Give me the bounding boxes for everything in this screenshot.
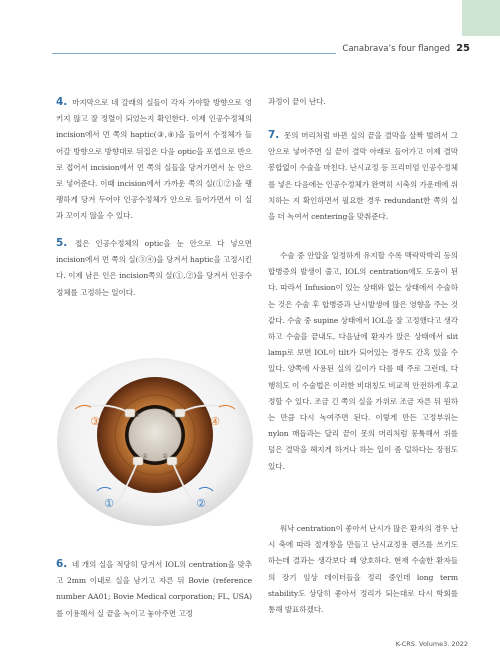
step-6-paragraph: [56, 556, 252, 622]
lens-label-three: ③: [134, 412, 140, 419]
conclusion-text: 워낙 centration이 좋아서 난시가 많은 환자의 경우 난시 축에 따라 절개창을 만들고 난시교정용 렌즈를 쓰기도 하는데 결과는 생각보다 꽤 양호하다. 현재 수술한 환자들의 장기 임상 데이터들을 정리 중인데 long term stability도 상당히 좋아서 정리가 되는대로 다시 학회를 통해 발표하겠다.: [268, 524, 458, 615]
lens-label-one: ①: [142, 453, 148, 460]
lens-label-four: ④: [170, 412, 176, 419]
step-number: 5.: [56, 237, 68, 249]
discussion-paragraph: [268, 248, 458, 475]
step-text: 접은 인공수정체의 optic을 눈 안으로 다 넣으면 incision에서 먼 쪽의 실(③④)을 당겨서 haptic을 고정시킨다. 이제 남은 인은 incision쪽의 실(①,②)을 당겨서 인공수정체를 고정하는 일이다.: [56, 239, 252, 297]
step-number: 6.: [56, 558, 68, 570]
step-number: 7.: [268, 129, 280, 141]
step-4-paragraph: [56, 94, 252, 225]
step-text: 네 개의 실을 적당히 당겨서 IOL의 centration을 맞추고 2mm 이내로 실을 남기고 자른 뒤 Bovie (reference number AA01; Bovie Medical corporation; FL, USA)를 이용해서 실 끝을 녹이고 놓아주면 고정: [56, 560, 252, 618]
label-one: ①: [104, 497, 114, 510]
step-6-continuation: 과정이 끝이 난다.: [268, 97, 326, 106]
step-5-paragraph: [56, 235, 252, 301]
step-number: 4.: [56, 96, 68, 108]
running-title: Canabrava’s four flanged: [342, 44, 451, 54]
step-text: 못의 머리처럼 바뀐 실의 끝을 결막을 살짝 벌려서 그 안으로 넣어주면 실 끝이 결막 아래로 들어가고 이제 결막 봉합없이 수술을 마친다. 난시교정 등 프리미엄 인공수정체를 넣은 다음에는 인공수정체가 완벽히 시축의 가운데에 위치하는 지 확인하면서 필요한 경우 redundant한 쪽의 실을 더 녹여서 centering을 맞춰준다.: [268, 131, 458, 222]
page-number: 25: [456, 43, 470, 54]
eye-surgery-illustration: [55, 357, 255, 527]
discussion-text: 수술 중 안압을 일정하게 유지할 수록 맥락막박리 등의 합병증의 발생이 줄고, IOL의 centration에도 도움이 된다. 따라서 Infusion이 있는 상태와 없는 상태에서 수술하는 것은 수술 후 합병증과 난시발생에 많은 영향을 주는 것 같다. 수술 중 supine 상태에서 IOL을 잘 고정했다고 생각하고 수술을 끝내도, 다음날에 환자가 앉은 상태에서 slit lamp로 보면 IOL이 tilt가 되어있는 경우도 간혹 있을 수 있다. 양쪽에 사용된 실의 길이가 다를 때 주로 그런데, 다행히도 이 수술법은 이러한 비대칭도 비교적 안전하게 후교정할 수 있다. 조금 긴 쪽의 실을 가위로 조금 자른 뒤 원하는 만큼 다시 녹여주면 된다. 이렇게 만든 고정부위는 nylon 매듭과는 달리 끝이 못의 머리처럼 뭉툭해서 위를 덮은 결막을 헤지게 하거나 하는 일이 좀 덜하다는 장점도 있다.: [268, 251, 458, 471]
step-7-paragraph: [268, 127, 458, 225]
corner-tab-mark: [462, 0, 500, 36]
page-footer: K-CRS. Volume3. 2022: [395, 640, 468, 648]
step-text: 마지막으로 네 갈래의 실들이 각자 가야할 방향으로 엉키지 않고 잘 정렬이 되었는지 확인한다. 이제 인공수정체의 incision에서 먼 쪽의 haptic(③,④)을 들어서 수정체가 들어갈 방향으로 방향대로 뒤집은 다음 optic을 포셉으로 반으로 접어서 incision에서 먼 쪽의 실들을 당겨가면서 눈 안으로 넣어준다. 이때 incision에서 가까운 쪽의 실(①②)을 팽팽하게 당겨 두어야 인공수정체가 안으로 들어가면서 이 실과 꼬이지 않을 수 있다.: [56, 98, 252, 221]
label-four: ④: [210, 415, 220, 428]
label-two: ②: [196, 497, 206, 510]
conclusion-paragraph: [268, 521, 458, 618]
lens-label-two: ②: [162, 453, 168, 460]
label-three: ③: [90, 415, 100, 428]
running-header: [336, 43, 470, 54]
